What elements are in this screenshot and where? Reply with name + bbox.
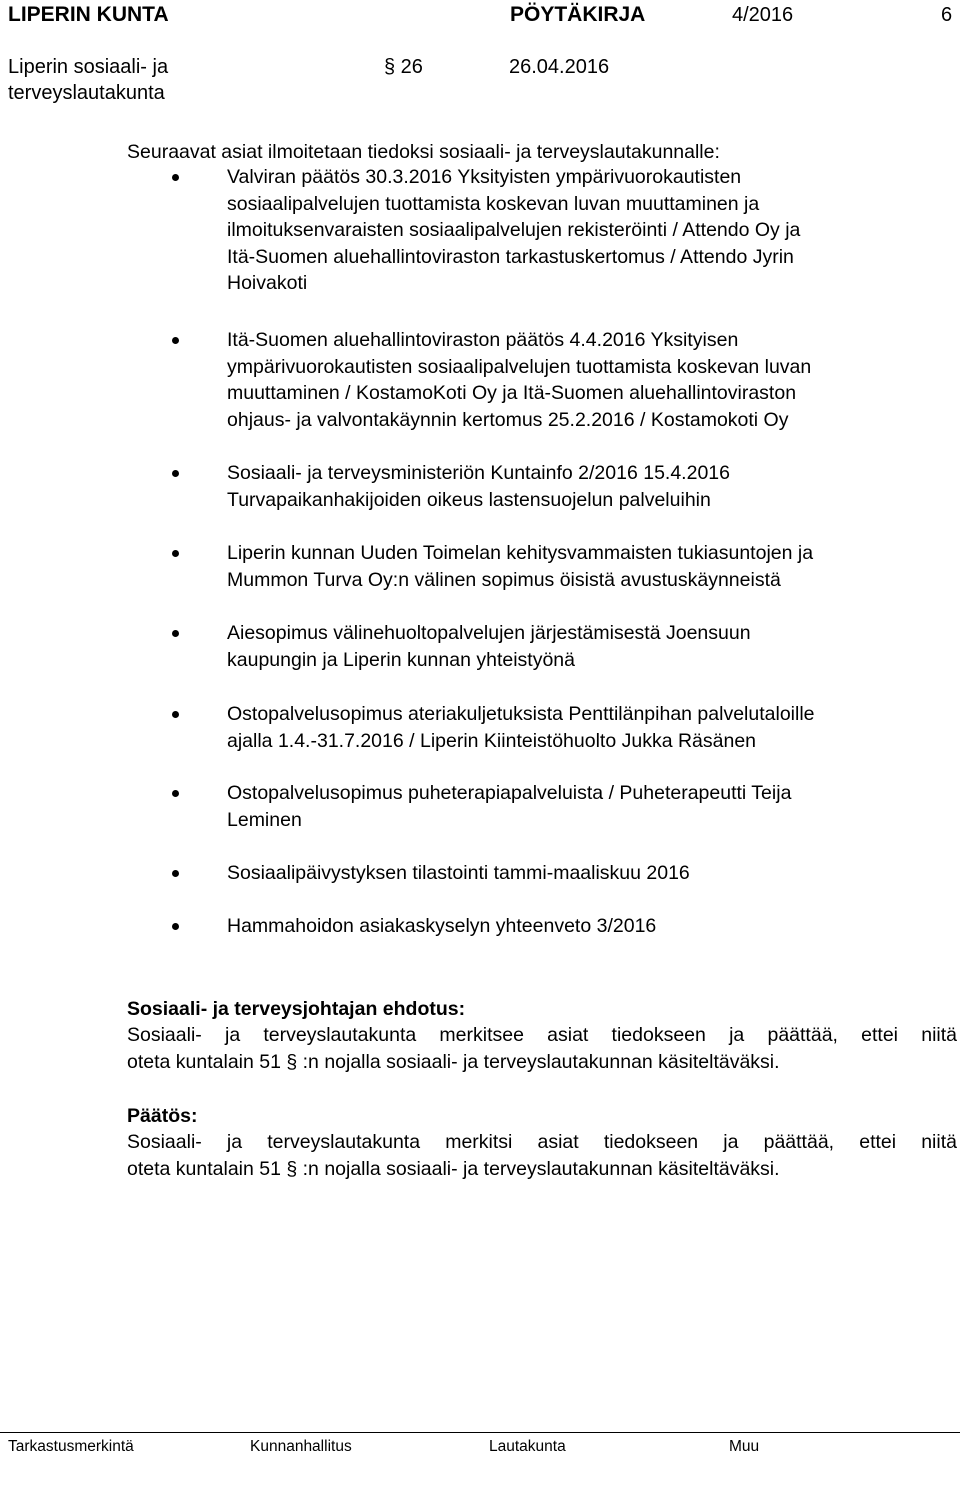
- board-name-line1: Liperin sosiaali- ja: [8, 56, 169, 78]
- bullet-icon: [172, 174, 179, 181]
- bullet-icon: [172, 550, 179, 557]
- bullet-icon: [172, 337, 179, 344]
- list-item: Aiesopimus välinehuoltopalvelujen järjestämisestä Joensuun kaupungin ja Liperin kunnan yhteistyönä: [227, 622, 751, 671]
- list-item: Ostopalvelusopimus puheterapiapalveluista / Puheterapeutti Teija Leminen: [227, 782, 792, 831]
- list-item: Sosiaali- ja terveysministeriön Kuntainfo 2/2016 15.4.2016 Turvapaikanhakijoiden oikeus lastensuojelun palveluihin: [227, 462, 730, 511]
- footer-review-mark: Tarkastusmerkintä: [8, 1438, 134, 1455]
- intro-text: Seuraavat asiat ilmoitetaan tiedoksi sosiaali- ja terveyslautakunnalle:: [127, 141, 720, 163]
- footer-committee: Lautakunta: [489, 1438, 566, 1455]
- bullet-icon: [172, 870, 179, 877]
- footer-divider: [0, 1432, 960, 1433]
- list-item: Liperin kunnan Uuden Toimelan kehitysvammaisten tukiasuntojen ja Mummon Turva Oy:n välinen sopimus öisistä avustuskäynneistä: [227, 542, 814, 591]
- meeting-date: 26.04.2016: [509, 56, 610, 78]
- decision-text: Sosiaali- ja terveyslautakunta merkitsi asiat tiedokseen ja päättää, ettei niitä oteta kuntalain 51 § :n nojalla sosiaali- ja terveyslautakunnan käsiteltäväksi.: [127, 1131, 957, 1180]
- footer-municipal-board: Kunnanhallitus: [250, 1438, 352, 1455]
- municipality-name: LIPERIN KUNTA: [8, 3, 169, 26]
- board-name-line2: terveyslautakunta: [8, 82, 165, 104]
- list-item: Valviran päätös 30.3.2016 Yksityisten ympärivuorokautisten sosiaalipalvelujen tuottamista koskevan luvan muuttaminen ja ilmoituksenvaraisten sosiaalipalvelujen rekisteröinti / Attendo Oy ja Itä-Suomen aluehallintoviraston tarkastuskertomus / Attendo Jyrin Hoivakoti: [227, 166, 801, 294]
- proposal-text: Sosiaali- ja terveyslautakunta merkitsee asiat tiedokseen ja päättää, ettei niitä oteta kuntalain 51 § :n nojalla sosiaali- ja terveyslautakunnan käsiteltäväksi.: [127, 1024, 957, 1073]
- bullet-icon: [172, 790, 179, 797]
- list-item: Ostopalvelusopimus ateriakuljetuksista Penttilänpihan palvelutaloille ajalla 1.4.-31.7.2016 / Liperin Kiinteistöhuolto Jukka Räsänen: [227, 703, 815, 752]
- proposal-heading: Sosiaali- ja terveysjohtajan ehdotus:: [127, 998, 466, 1020]
- decision-heading: Päätös:: [127, 1105, 198, 1127]
- list-item: Hammahoidon asiakaskyselyn yhteenveto 3/2016: [227, 915, 657, 937]
- bullet-icon: [172, 711, 179, 718]
- page-number: 6: [941, 4, 953, 26]
- document-number: 4/2016: [732, 4, 794, 26]
- document-type: PÖYTÄKIRJA: [510, 3, 646, 26]
- bullet-icon: [172, 923, 179, 930]
- section-number: § 26: [384, 56, 423, 78]
- bullet-icon: [172, 630, 179, 637]
- footer-other: Muu: [729, 1438, 760, 1455]
- list-item: Itä-Suomen aluehallintoviraston päätös 4.4.2016 Yksityisen ympärivuorokautisten sosiaalipalvelujen tuottamista koskevan luvan muuttaminen / KostamoKoti Oy ja Itä-Suomen aluehallintoviraston ohjaus- ja valvontakäynnin kertomus 25.2.2016 / Kostamokoti Oy: [227, 329, 812, 431]
- bullet-icon: [172, 470, 179, 477]
- list-item: Sosiaalipäivystyksen tilastointi tammi-maaliskuu 2016: [227, 862, 690, 884]
